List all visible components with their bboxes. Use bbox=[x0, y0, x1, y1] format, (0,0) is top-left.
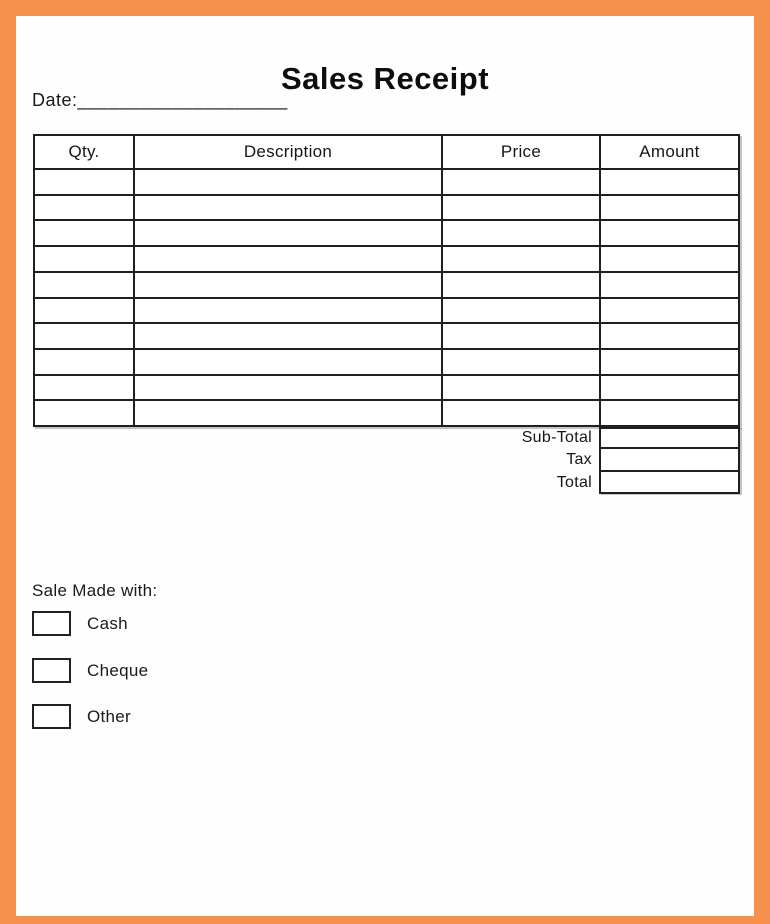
cash-label: Cash bbox=[87, 613, 128, 633]
table-cell[interactable] bbox=[35, 350, 135, 376]
date-label: Date: bbox=[32, 90, 78, 110]
table-cell[interactable] bbox=[601, 247, 740, 273]
table-cell[interactable] bbox=[35, 221, 135, 247]
table-cell[interactable] bbox=[443, 324, 601, 350]
table-cell[interactable] bbox=[601, 299, 740, 325]
summary-row-subtotal bbox=[33, 427, 740, 449]
table-cell[interactable] bbox=[135, 247, 443, 273]
cheque-label: Cheque bbox=[87, 660, 149, 680]
table-cell[interactable] bbox=[601, 170, 740, 196]
table-cell[interactable] bbox=[443, 376, 601, 402]
tax-value-box[interactable] bbox=[599, 449, 740, 471]
payment-option-cash bbox=[32, 611, 128, 636]
table-cell[interactable] bbox=[135, 221, 443, 247]
table-cell[interactable] bbox=[135, 273, 443, 299]
table-cell[interactable] bbox=[601, 376, 740, 402]
table-cell[interactable] bbox=[135, 170, 443, 196]
table-cell[interactable] bbox=[601, 196, 740, 222]
tax-label: Tax bbox=[566, 451, 592, 469]
table-cell[interactable] bbox=[35, 324, 135, 350]
payment-section-label: Sale Made with: bbox=[32, 581, 158, 600]
table-cell[interactable] bbox=[601, 221, 740, 247]
table-cell[interactable] bbox=[135, 376, 443, 402]
payment-option-other bbox=[32, 704, 131, 729]
table-cell[interactable] bbox=[443, 221, 601, 247]
date-field bbox=[32, 90, 288, 111]
summary-section bbox=[33, 427, 740, 494]
table-cell[interactable] bbox=[35, 376, 135, 402]
table-cell[interactable] bbox=[135, 350, 443, 376]
page-title: Sales Receipt bbox=[280, 60, 490, 96]
payment-option-cheque bbox=[32, 658, 148, 683]
total-value-box[interactable] bbox=[599, 472, 740, 494]
table-cell[interactable] bbox=[135, 401, 443, 427]
table-cell[interactable] bbox=[35, 170, 135, 196]
summary-row-total bbox=[33, 472, 740, 494]
table-cell[interactable] bbox=[601, 324, 740, 350]
table-cell[interactable] bbox=[443, 350, 601, 376]
table-cell[interactable] bbox=[601, 401, 740, 427]
total-label: Total bbox=[556, 473, 592, 491]
table-cell[interactable] bbox=[135, 299, 443, 325]
table-cell[interactable] bbox=[443, 401, 601, 427]
column-header-description: Description bbox=[135, 136, 443, 170]
table-cell[interactable] bbox=[443, 247, 601, 273]
subtotal-label: Sub-Total bbox=[521, 429, 592, 447]
column-header-qty: Qty. bbox=[35, 136, 135, 170]
items-table bbox=[33, 134, 740, 427]
table-cell[interactable] bbox=[35, 247, 135, 273]
summary-row-tax bbox=[33, 449, 740, 471]
table-cell[interactable] bbox=[35, 273, 135, 299]
column-header-amount: Amount bbox=[601, 136, 740, 170]
other-checkbox[interactable] bbox=[32, 704, 71, 729]
table-cell[interactable] bbox=[135, 324, 443, 350]
cash-checkbox[interactable] bbox=[32, 611, 71, 636]
table-cell[interactable] bbox=[443, 299, 601, 325]
table-cell[interactable] bbox=[35, 196, 135, 222]
other-label: Other bbox=[87, 706, 132, 726]
table-cell[interactable] bbox=[443, 170, 601, 196]
table-cell[interactable] bbox=[601, 273, 740, 299]
table-cell[interactable] bbox=[135, 196, 443, 222]
date-fill-line[interactable]: ____________________ bbox=[77, 90, 288, 110]
table-cell[interactable] bbox=[443, 273, 601, 299]
column-header-price: Price bbox=[443, 136, 601, 170]
subtotal-value-box[interactable] bbox=[599, 427, 740, 449]
cheque-checkbox[interactable] bbox=[32, 658, 71, 683]
table-cell[interactable] bbox=[35, 401, 135, 427]
receipt-page bbox=[16, 16, 754, 916]
table-cell[interactable] bbox=[601, 350, 740, 376]
table-cell[interactable] bbox=[443, 196, 601, 222]
table-cell[interactable] bbox=[35, 299, 135, 325]
